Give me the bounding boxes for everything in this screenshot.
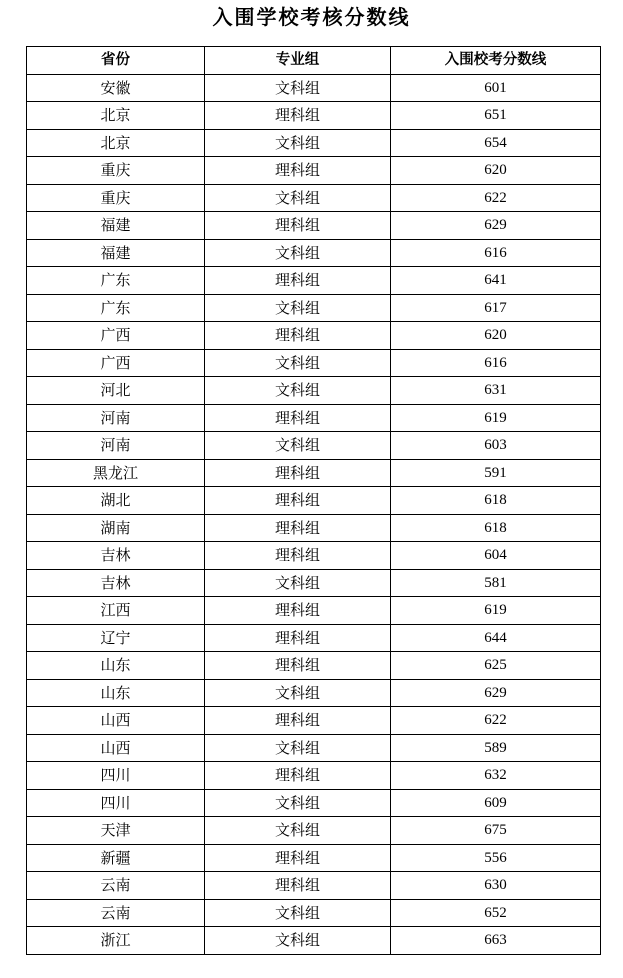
cell-score: 675 bbox=[391, 817, 601, 845]
cell-group: 文科组 bbox=[205, 377, 391, 405]
cell-group: 文科组 bbox=[205, 74, 391, 102]
cell-score: 632 bbox=[391, 762, 601, 790]
cell-group: 文科组 bbox=[205, 294, 391, 322]
cell-score: 616 bbox=[391, 239, 601, 267]
table-row bbox=[27, 817, 601, 845]
cell-score: 663 bbox=[391, 927, 601, 955]
table-row bbox=[27, 652, 601, 680]
cell-group: 理科组 bbox=[205, 762, 391, 790]
cell-score: 618 bbox=[391, 514, 601, 542]
table-row bbox=[27, 74, 601, 102]
cell-province: 云南 bbox=[27, 872, 205, 900]
cell-group: 理科组 bbox=[205, 844, 391, 872]
table-row bbox=[27, 432, 601, 460]
cell-group: 理科组 bbox=[205, 624, 391, 652]
cell-group: 文科组 bbox=[205, 927, 391, 955]
cell-group: 理科组 bbox=[205, 157, 391, 185]
cell-province: 福建 bbox=[27, 212, 205, 240]
cell-group: 理科组 bbox=[205, 322, 391, 350]
cell-province: 黑龙江 bbox=[27, 459, 205, 487]
table-row bbox=[27, 404, 601, 432]
table-row bbox=[27, 322, 601, 350]
cell-group: 理科组 bbox=[205, 542, 391, 570]
cell-group: 理科组 bbox=[205, 102, 391, 130]
table-row bbox=[27, 514, 601, 542]
table-row bbox=[27, 542, 601, 570]
cell-group: 理科组 bbox=[205, 267, 391, 295]
cell-province: 重庆 bbox=[27, 184, 205, 212]
cell-score: 616 bbox=[391, 349, 601, 377]
cell-province: 重庆 bbox=[27, 157, 205, 185]
cell-group: 文科组 bbox=[205, 679, 391, 707]
cell-group: 理科组 bbox=[205, 652, 391, 680]
cell-province: 新疆 bbox=[27, 844, 205, 872]
cell-province: 山西 bbox=[27, 734, 205, 762]
table-row bbox=[27, 899, 601, 927]
cell-group: 理科组 bbox=[205, 514, 391, 542]
cell-province: 吉林 bbox=[27, 542, 205, 570]
table-row bbox=[27, 597, 601, 625]
cell-group: 文科组 bbox=[205, 129, 391, 157]
cell-score: 589 bbox=[391, 734, 601, 762]
cell-province: 福建 bbox=[27, 239, 205, 267]
cell-group: 文科组 bbox=[205, 899, 391, 927]
cell-province: 湖北 bbox=[27, 487, 205, 515]
table-row bbox=[27, 927, 601, 955]
cell-score: 604 bbox=[391, 542, 601, 570]
cell-province: 山西 bbox=[27, 707, 205, 735]
table-row bbox=[27, 789, 601, 817]
table-row bbox=[27, 762, 601, 790]
cell-score: 591 bbox=[391, 459, 601, 487]
cell-score: 620 bbox=[391, 322, 601, 350]
table-row bbox=[27, 377, 601, 405]
cell-group: 文科组 bbox=[205, 184, 391, 212]
cell-group: 文科组 bbox=[205, 817, 391, 845]
page-title: 入围学校考核分数线 bbox=[212, 5, 411, 29]
cell-province: 山东 bbox=[27, 679, 205, 707]
table-row bbox=[27, 844, 601, 872]
table-row bbox=[27, 707, 601, 735]
header-group: 专业组 bbox=[205, 47, 391, 75]
score-table bbox=[26, 46, 601, 955]
cell-group: 文科组 bbox=[205, 569, 391, 597]
table-row bbox=[27, 349, 601, 377]
cell-score: 629 bbox=[391, 212, 601, 240]
cell-province: 吉林 bbox=[27, 569, 205, 597]
table-row bbox=[27, 212, 601, 240]
table-row bbox=[27, 487, 601, 515]
header-province: 省份 bbox=[27, 47, 205, 75]
cell-score: 654 bbox=[391, 129, 601, 157]
table-row bbox=[27, 872, 601, 900]
cell-group: 文科组 bbox=[205, 734, 391, 762]
cell-province: 山东 bbox=[27, 652, 205, 680]
cell-province: 北京 bbox=[27, 129, 205, 157]
cell-province: 湖南 bbox=[27, 514, 205, 542]
cell-score: 651 bbox=[391, 102, 601, 130]
table-row bbox=[27, 459, 601, 487]
cell-province: 河南 bbox=[27, 404, 205, 432]
cell-score: 622 bbox=[391, 707, 601, 735]
cell-province: 江西 bbox=[27, 597, 205, 625]
cell-score: 581 bbox=[391, 569, 601, 597]
cell-group: 文科组 bbox=[205, 349, 391, 377]
table-row bbox=[27, 157, 601, 185]
cell-score: 617 bbox=[391, 294, 601, 322]
cell-province: 浙江 bbox=[27, 927, 205, 955]
cell-group: 理科组 bbox=[205, 597, 391, 625]
cell-province: 河北 bbox=[27, 377, 205, 405]
cell-group: 理科组 bbox=[205, 459, 391, 487]
table-body bbox=[27, 74, 601, 954]
cell-province: 安徽 bbox=[27, 74, 205, 102]
table-row bbox=[27, 624, 601, 652]
cell-score: 629 bbox=[391, 679, 601, 707]
table-row bbox=[27, 267, 601, 295]
cell-group: 文科组 bbox=[205, 239, 391, 267]
cell-score: 619 bbox=[391, 404, 601, 432]
cell-group: 文科组 bbox=[205, 789, 391, 817]
cell-province: 天津 bbox=[27, 817, 205, 845]
cell-group: 理科组 bbox=[205, 707, 391, 735]
cell-score: 609 bbox=[391, 789, 601, 817]
cell-province: 四川 bbox=[27, 762, 205, 790]
cell-score: 618 bbox=[391, 487, 601, 515]
table-row bbox=[27, 294, 601, 322]
table-row bbox=[27, 129, 601, 157]
cell-score: 652 bbox=[391, 899, 601, 927]
cell-group: 理科组 bbox=[205, 404, 391, 432]
cell-score: 556 bbox=[391, 844, 601, 872]
table-row bbox=[27, 239, 601, 267]
cell-group: 文科组 bbox=[205, 432, 391, 460]
cell-province: 广东 bbox=[27, 267, 205, 295]
cell-score: 620 bbox=[391, 157, 601, 185]
cell-score: 622 bbox=[391, 184, 601, 212]
cell-score: 603 bbox=[391, 432, 601, 460]
cell-province: 广西 bbox=[27, 322, 205, 350]
cell-score: 630 bbox=[391, 872, 601, 900]
table-header-row bbox=[27, 47, 601, 75]
cell-score: 601 bbox=[391, 74, 601, 102]
cell-province: 广西 bbox=[27, 349, 205, 377]
cell-group: 理科组 bbox=[205, 212, 391, 240]
cell-province: 河南 bbox=[27, 432, 205, 460]
cell-score: 644 bbox=[391, 624, 601, 652]
table-row bbox=[27, 184, 601, 212]
table-row bbox=[27, 679, 601, 707]
table-row bbox=[27, 102, 601, 130]
cell-score: 641 bbox=[391, 267, 601, 295]
cell-province: 辽宁 bbox=[27, 624, 205, 652]
cell-province: 北京 bbox=[27, 102, 205, 130]
cell-score: 625 bbox=[391, 652, 601, 680]
header-score: 入围校考分数线 bbox=[391, 47, 601, 75]
cell-group: 理科组 bbox=[205, 872, 391, 900]
cell-province: 广东 bbox=[27, 294, 205, 322]
table-row bbox=[27, 569, 601, 597]
table-row bbox=[27, 734, 601, 762]
cell-province: 云南 bbox=[27, 899, 205, 927]
cell-score: 631 bbox=[391, 377, 601, 405]
cell-group: 理科组 bbox=[205, 487, 391, 515]
cell-province: 四川 bbox=[27, 789, 205, 817]
cell-score: 619 bbox=[391, 597, 601, 625]
